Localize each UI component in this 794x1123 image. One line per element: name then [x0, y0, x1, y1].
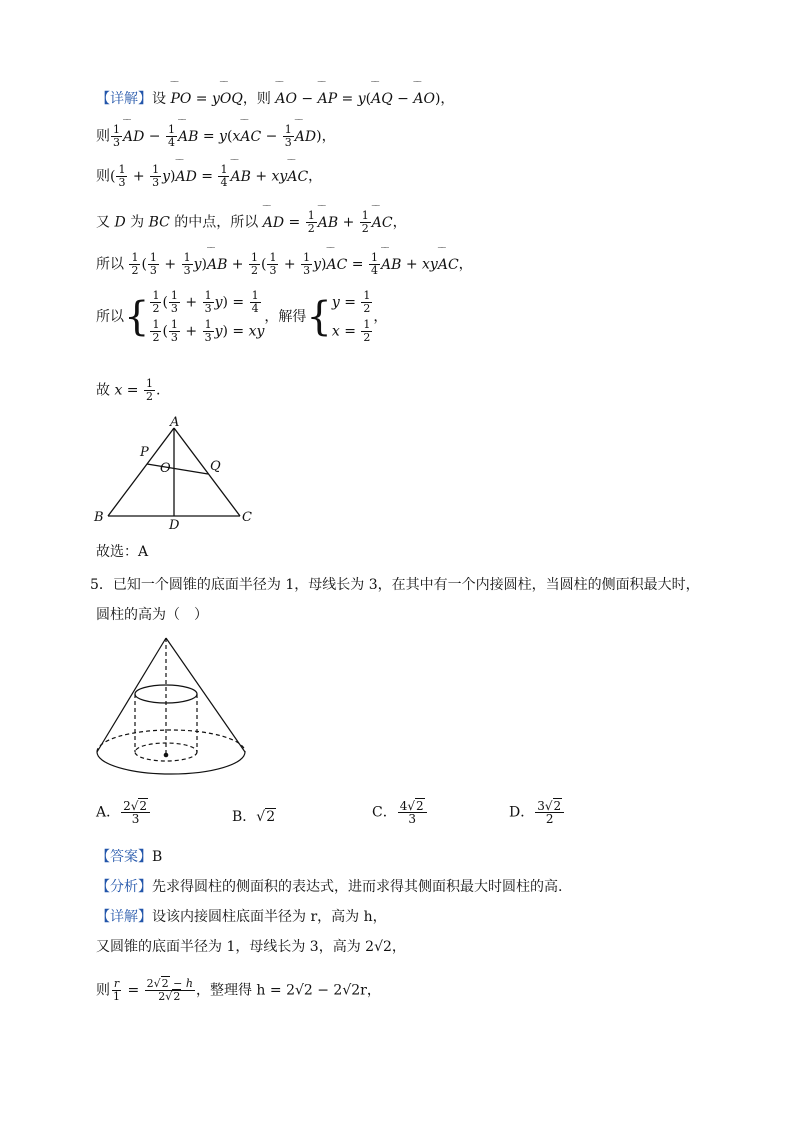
line-5: 所以 $\frac{1}{2}$ ( $\frac{1}{3}$ + $\frac{1}{3}$ y)‾‾ AB + $\frac{1}{2}$ ( $\frac{1}{3}$ + $\frac{1}{3}$ y)‾‾ AC = $\frac{1}{4}$ ‾‾ AB + xy‾‾ AC，	[96, 252, 473, 277]
base-center-dot	[164, 753, 169, 758]
q5-stem-1: 5．已知一个圆锥的底面半径为 1，母线长为 3，在其中有一个内接圆柱，当圆柱的侧面积最大时，	[90, 577, 700, 593]
side-ac	[174, 428, 240, 516]
cone-base-front	[97, 752, 245, 774]
label-p: P	[140, 445, 149, 460]
label-o: O	[160, 461, 171, 476]
detail-line-1: 【详解】设该内接圆柱底面半径为 r，高为 h，	[96, 909, 387, 925]
q5-stem-2: 圆柱的高为（ ）	[96, 607, 208, 623]
line-6-system: 所以{ $\frac{1}{2}$ ( $\frac{1}{3}$ + $\frac{1}{3}$ y) = $\frac{1}{4}$ $\frac{1}{2}$ ( $\frac{1}{3}$ + $\frac{1}{3}$ y) = xy ，解得{ y = $\frac{1}{2}$ x = $\frac{1}{2}$ ，	[96, 289, 388, 344]
line-4: 又 D 为 BC 的中点，所以 ‾‾ AD = $\frac{1}{2}$ ‾‾ AB + $\frac{1}{2}$ ‾‾ AC，	[96, 210, 407, 235]
line-7: 故 x = $\frac{1}{2}$ .	[96, 377, 161, 403]
label-a: A	[170, 415, 180, 430]
answer-line: 【答案】B	[96, 849, 163, 865]
label-q: Q	[210, 459, 221, 474]
detail-tag: 【详解】	[96, 91, 152, 107]
analysis-line: 【分析】先求得圆柱的侧面积的表达式，进而求得其侧面积最大时圆柱的高.	[96, 879, 563, 895]
answer-select: 故选：A	[96, 544, 149, 560]
line-3: 则( $\frac{1}{3}$ + $\frac{1}{3}$ y)‾‾ AD = $\frac{1}{4}$ ‾‾ AB + xy‾‾ AC，	[96, 164, 322, 189]
option-c: C． $\frac{4√2}{3}$	[372, 800, 428, 825]
option-d: D． $\frac{3√2}{2}$	[509, 800, 565, 825]
segment-pq	[147, 464, 208, 474]
label-c: C	[242, 510, 252, 525]
label-b: B	[94, 510, 104, 525]
detail-line-3: 则 $\frac{r}{1}$ = $\frac{2√2 - h}{2√2}$ ，整理得 h = 2√2 − 2√2r，	[96, 977, 381, 1003]
cone-left-edge	[97, 638, 166, 752]
line-2: 则 $\frac{1}{3}$ ‾‾ AD − $\frac{1}{4}$ ‾‾ AB = y(x‾‾ AC − $\frac{1}{3}$ ‾‾ AD)，	[96, 124, 336, 149]
option-b: B．√2	[232, 809, 276, 825]
option-a: A． $\frac{2√2}{3}$	[96, 800, 151, 825]
cone-base-back	[97, 730, 245, 752]
cone-figure	[92, 634, 252, 784]
label-d: D	[169, 518, 180, 533]
cone-right-edge	[166, 638, 245, 752]
triangle-figure	[90, 412, 260, 534]
line-1: 【详解】设 ‾‾ PO = y‾‾ OQ，则 ‾‾ AO − ‾‾ AP = y(‾‾ AQ − ‾‾ AO)，	[96, 88, 454, 108]
detail-line-2: 又圆锥的底面半径为 1，母线长为 3，高为 2√2，	[96, 939, 406, 955]
